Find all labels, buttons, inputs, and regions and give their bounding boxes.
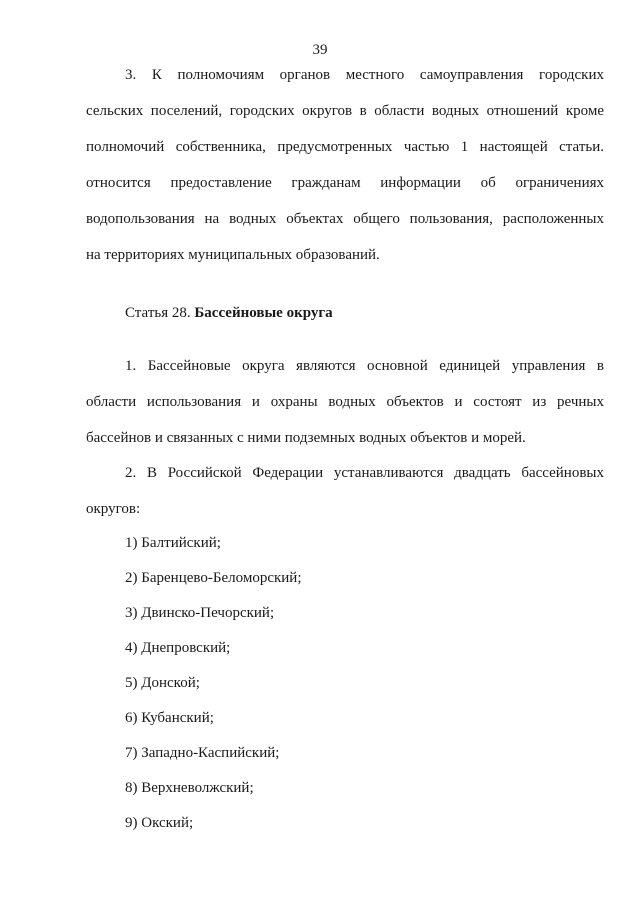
paragraph-line: на территориях муниципальных образований. <box>86 247 380 263</box>
article-heading <box>125 304 333 322</box>
list-item: 7) Западно-Каспийский; <box>125 745 280 761</box>
paragraph-line: 1. Бассейновые округа являются основной единицей управления в <box>125 358 604 374</box>
paragraph-line: относится предоставление гражданам информации об ограничениях <box>86 175 604 191</box>
paragraph-line: водопользования на водных объектах общего пользования, расположенных <box>86 211 604 227</box>
list-item: 5) Донской; <box>125 675 200 691</box>
paragraph-line: полномочий собственника, предусмотренных частью 1 настоящей статьи. <box>86 139 604 155</box>
list-item: 9) Окский; <box>125 815 194 831</box>
list-item: 2) Баренцево-Беломорский; <box>125 570 302 586</box>
paragraph-line: 3. К полномочиям органов местного самоуправления городских <box>125 67 604 83</box>
paragraph-line: сельских поселений, городских округов в области водных отношений кроме <box>86 103 604 119</box>
paragraph-line: округов: <box>86 501 141 517</box>
paragraph-line: бассейнов и связанных с ними подземных водных объектов и морей. <box>86 430 526 446</box>
paragraph-line: области использования и охраны водных объектов и состоят из речных <box>86 394 604 410</box>
list-item: 3) Двинско-Печорский; <box>125 605 275 621</box>
list-item: 1) Балтийский; <box>125 535 221 551</box>
article-label: Статья 28. <box>125 305 191 321</box>
list-item: 4) Днепровский; <box>125 640 231 656</box>
paragraph-line: 2. В Российской Федерации устанавливаются двадцать бассейновых <box>125 465 604 481</box>
list-item: 8) Верхневолжский; <box>125 780 254 796</box>
article-title: Бассейновые округа <box>194 305 333 321</box>
list-item: 6) Кубанский; <box>125 710 214 726</box>
page-number: 39 <box>312 42 328 58</box>
